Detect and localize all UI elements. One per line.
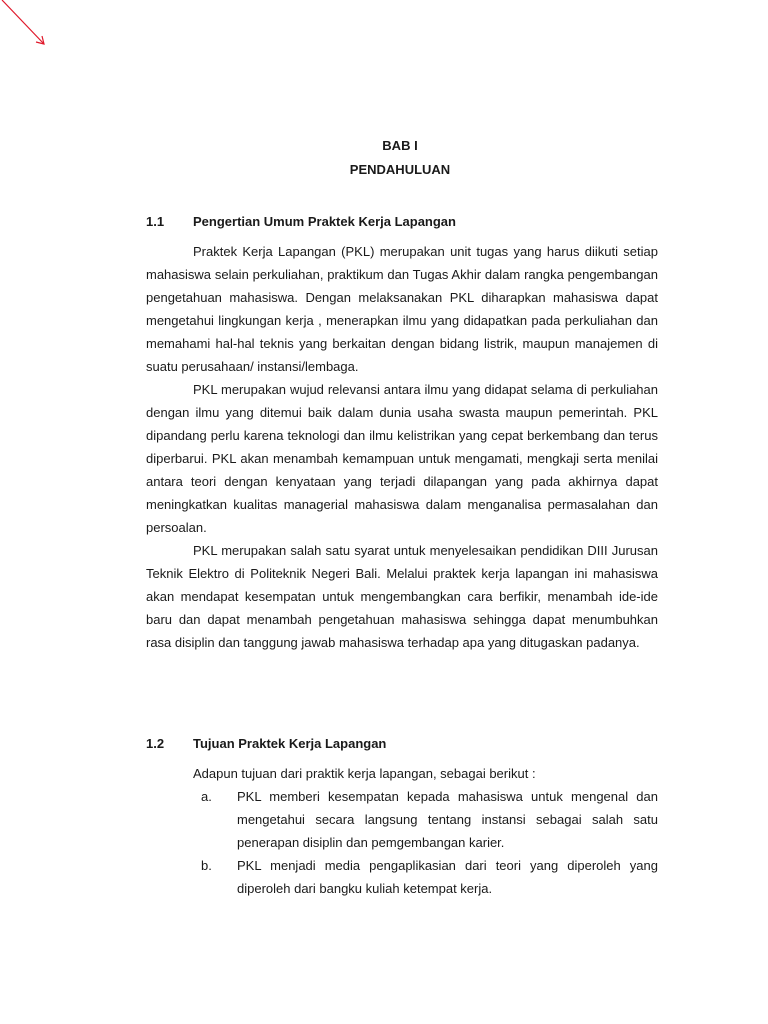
section-2-heading <box>146 736 386 751</box>
section-1-body <box>146 240 658 654</box>
section-1-number: 1.1 <box>146 214 165 229</box>
list-item <box>193 854 658 900</box>
section-1-heading <box>146 214 456 229</box>
chapter-title: PENDAHULUAN <box>349 162 451 177</box>
section-2-title: Tujuan Praktek Kerja Lapangan <box>193 736 387 751</box>
section-1-title: Pengertian Umum Praktek Kerja Lapangan <box>193 214 456 229</box>
list-item-text: PKL memberi kesempatan kepada mahasiswa untuk mengenal dan mengetahui secara langsung tentang instansi sebagai salah satu penerapan disiplin dan pemgembangan karier. <box>237 789 658 850</box>
chapter-label: BAB I <box>382 138 418 153</box>
list-item <box>193 785 658 854</box>
red-arrow-annotation-icon <box>0 0 60 60</box>
list-marker: b. <box>201 858 212 873</box>
paragraph-3: PKL merupakan salah satu syarat untuk menyelesaikan pendidikan DIII Jurusan Teknik Elektro di Politeknik Negeri Bali. Melalui praktek kerja lapangan ini mahasiswa akan mendapat kesempatan untuk mengembangkan cara berfikir, menambah ide-ide baru dan dapat menambah pengetahuan mahasiswa sehingga dapat menumbuhkan rasa disiplin dan tanggung jawab mahasiswa terhadap apa yang ditugaskan padanya. <box>146 543 658 650</box>
paragraph-2: PKL merupakan wujud relevansi antara ilmu yang didapat selama di perkuliahan dengan ilmu yang ditemui baik dalam dunia usaha swasta maupun pemerintah. PKL dipandang perlu karena teknologi dan ilmu kelistrikan yang cepat berkembang dan terus diperbarui. PKL akan menambah kemampuan untuk mengamati, mengkaji serta menilai antara teori dengan kenyataan yang terjadi dilapangan yang pada akhirnya dapat meningkatkan kualitas managerial mahasiswa dalam menganalisa permasalahan dan persoalan. <box>146 382 658 535</box>
list-item-text: PKL menjadi media pengaplikasian dari teori yang diperoleh yang diperoleh dari bangku kuliah ketempat kerja. <box>237 858 658 896</box>
section-2-intro: Adapun tujuan dari praktik kerja lapangan, sebagai berikut : <box>193 766 536 781</box>
list-marker: a. <box>201 789 212 804</box>
objectives-list <box>193 785 658 900</box>
section-2-number: 1.2 <box>146 736 165 751</box>
paragraph-1: Praktek Kerja Lapangan (PKL) merupakan unit tugas yang harus diikuti setiap mahasiswa selain perkuliahan, praktikum dan Tugas Akhir dalam rangka pengembangan pengetahuan mahasiswa. Dengan melaksanakan PKL diharapkan mahasiswa dapat mengetahui lingkungan kerja , menerapkan ilmu yang didapatkan pada perkuliahan dan memahami hal-hal teknis yang berkaitan dengan bidang listrik, maupun manajemen di suatu perusahaan/ instansi/lembaga. <box>146 244 658 374</box>
